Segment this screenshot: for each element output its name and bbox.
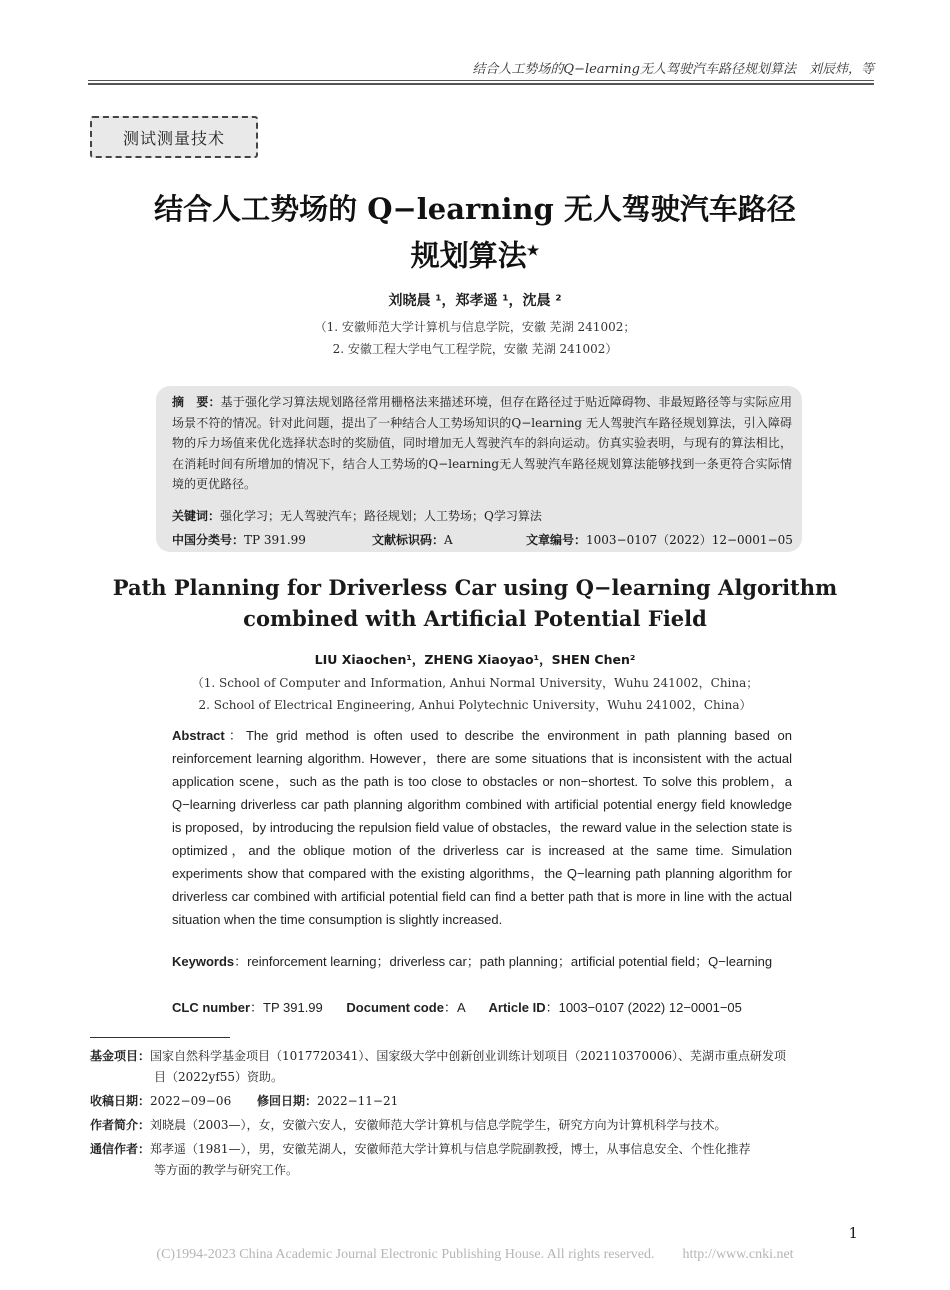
corresponding-label: 通信作者： bbox=[90, 1142, 151, 1156]
title-star-note: ★ bbox=[526, 243, 540, 259]
received-value: 2022−09−06 bbox=[150, 1094, 232, 1108]
footnote-dates bbox=[90, 1091, 880, 1112]
doc-code-en-label: Document code bbox=[346, 1000, 444, 1015]
abstract-cn-text: 基于强化学习算法规划路径常用栅格法来描述环境，但存在路径过于贴近障碍物、非最短路径等与实际应用场景不符的情况。针对此问题，提出了一种结合人工势场知识的Q−learning 无人驾驶汽车路径规划算法，引入障碍物的斥力场值来优化选择状态时的奖励值，同时增加无人驾驶汽车的斜向运动。仿真实验表明，与现有的算法相比，在消耗时间有所增加的情况下，结合人工势场的Q−learning无人驾驶汽车路径规划算法能够找到一条更符合实际情境的更优路径。 bbox=[172, 395, 792, 492]
article-id-cn-label: 文章编号： bbox=[526, 533, 587, 547]
doc-code-en-value: A bbox=[456, 1000, 465, 1015]
keywords-cn bbox=[172, 507, 542, 524]
fund-text-1: 国家自然科学基金项目（1017720341）、国家级大学中创新创业训练计划项目（202110370006）、芜湖市重点研发项 bbox=[150, 1049, 786, 1063]
title-en-line2: combined with Artificial Potential Field bbox=[243, 606, 707, 631]
footnote-author bbox=[90, 1115, 880, 1136]
doc-code-cn-value: A bbox=[444, 533, 453, 547]
authors-en: LIU Xiaochen¹，ZHENG Xiaoyao¹，SHEN Chen² bbox=[314, 652, 636, 667]
clc-en-value: TP 391.99 bbox=[263, 1000, 323, 1015]
corresponding-text-2: 等方面的教学与研究工作。 bbox=[154, 1163, 299, 1177]
article-id-cn-value: 1003−0107（2022）12−0001−05 bbox=[586, 533, 793, 547]
revised-label: 修回日期： bbox=[257, 1094, 318, 1108]
title-en-line1: Path Planning for Driverless Car using Q−learning Algorithm bbox=[112, 575, 838, 600]
column-tag bbox=[90, 116, 258, 158]
footnote-corresponding bbox=[90, 1139, 880, 1181]
title-cn-line2 bbox=[60, 230, 890, 277]
corresponding-text-1: 郑孝遥（1981—），男，安徽芜湖人，安徽师范大学计算机与信息学院副教授，博士，从事信息安全、个性化推荐 bbox=[150, 1142, 751, 1156]
header-rule bbox=[88, 80, 874, 81]
author-bio-label: 作者简介： bbox=[90, 1118, 151, 1132]
fund-label: 基金项目： bbox=[90, 1049, 151, 1063]
article-id-en: Article ID：1003−0107 (2022) 12−0001−05 bbox=[488, 1000, 742, 1015]
clc-en: CLC number：TP 391.99 bbox=[172, 1000, 323, 1015]
keywords-cn-label: 关键词： bbox=[172, 509, 221, 523]
clc-en-label: CLC number bbox=[172, 1000, 250, 1015]
abstract-en-label: Abstract bbox=[172, 728, 225, 743]
doc-code-en: Document code：A bbox=[346, 1000, 465, 1015]
affiliation-cn-2: 2. 安徽工程大学电气工程学院，安徽 芜湖 241002） bbox=[332, 342, 618, 356]
fund-text-2: 目（2022yf55）资助。 bbox=[154, 1070, 284, 1084]
affiliation-en-1: （1. School of Computer and Information, Anhui Normal University，Wuhu 241002，China； bbox=[191, 676, 759, 690]
doc-code-cn bbox=[372, 531, 453, 548]
authors-cn: 刘晓晨 ¹，郑孝遥 ¹，沈晨 ² bbox=[388, 293, 562, 309]
affiliation-en-2: 2. School of Electrical Engineering, Anhui Polytechnic University，Wuhu 241002，China） bbox=[198, 698, 752, 712]
keywords-cn-text: 强化学习；无人驾驶汽车；路径规划；人工势场；Q学习算法 bbox=[220, 509, 542, 523]
clc-cn-label: 中国分类号： bbox=[172, 533, 245, 547]
abstract-en: Abstract：The grid method is often used to describe the environment in path planning based on reinforcement learning algorithm. However，there are some situations that is inconsistent with the actual application scene，such as the path is too close to obstacles or non−shortest. To solve this problem，a Q−learning driverless car path planning algorithm combined with artificial potential energy field knowledge is proposed，by introducing the repulsion field value of obstacles，the reward value in the selection state is optimized，and the oblique motion of the driverless car is increased at the same time. Simulation experiments show that compared with the existing algorithms，the Q−learning path planning algorithm for driverless car combined with artificial potential field can find a better path that is more in line with the actual situation when the time consumption is slightly increased. bbox=[172, 728, 792, 927]
author-bio-text: 刘晓晨（2003—），女，安徽六安人，安徽师范大学计算机与信息学院学生，研究方向为计算机科学与技术。 bbox=[150, 1118, 727, 1132]
article-id-cn bbox=[526, 531, 793, 548]
cnki-watermark: (C)1994-2023 China Academic Journal Electronic Publishing House. All rights reserved. http://www.cnki.net bbox=[156, 1247, 794, 1262]
footnote-fund bbox=[90, 1046, 880, 1088]
running-head: 结合人工势场的Q−learning无人驾驶汽车路径规划算法 刘辰炜，等 bbox=[472, 62, 874, 77]
title-en bbox=[60, 572, 890, 634]
clc-cn bbox=[172, 531, 306, 548]
footnote-rule bbox=[90, 1037, 230, 1038]
clc-cn-value: TP 391.99 bbox=[244, 533, 306, 547]
title-cn-line2-text: 规划算法 bbox=[410, 238, 527, 273]
doc-code-cn-label: 文献标识码： bbox=[372, 533, 445, 547]
article-id-en-label: Article ID bbox=[488, 1000, 546, 1015]
page-number: 1 bbox=[848, 1224, 858, 1242]
received-label: 收稿日期： bbox=[90, 1094, 151, 1108]
abstract-cn bbox=[172, 392, 792, 495]
affiliation-cn-1: （1. 安徽师范大学计算机与信息学院，安徽 芜湖 241002； bbox=[314, 320, 636, 334]
classification-en bbox=[172, 996, 792, 1019]
abstract-en-text: The grid method is often used to describe the environment in path planning based on reinforcement learning algorithm. However，there are some situations that is inconsistent with the actual application scene，such as the path is too close to obstacles or non−shortest. To solve this problem，a Q−learning driverless car path planning algorithm combined with artificial potential energy field knowledge is proposed，by introducing the repulsion field value of obstacles，the reward value in the selection state is optimized，and the oblique motion of the driverless car is increased at the same time. Simulation experiments show that compared with the existing algorithms，the Q−learning path planning algorithm for driverless car combined with artificial potential field can find a better path that is more in line with the actual situation when the time consumption is slightly increased. bbox=[172, 728, 792, 927]
header-rule-thick bbox=[88, 83, 874, 85]
keywords-en: Keywords：reinforcement learning；driverless car；path planning；artificial potential field；Q−learning bbox=[172, 954, 773, 969]
title-cn-line1: 结合人工势场的 Q−learning 无人驾驶汽车路径 bbox=[154, 192, 796, 226]
column-tag-label: 测试测量技术 bbox=[122, 128, 225, 148]
title-cn bbox=[60, 188, 890, 277]
keywords-en-text: reinforcement learning；driverless car；path planning；artificial potential field；Q−learning bbox=[247, 954, 773, 969]
article-id-en-value: 1003−0107 (2022) 12−0001−05 bbox=[558, 1000, 742, 1015]
abstract-cn-label: 摘 要： bbox=[172, 395, 221, 409]
revised-value: 2022−11−21 bbox=[317, 1094, 399, 1108]
keywords-en-label: Keywords bbox=[172, 954, 235, 969]
